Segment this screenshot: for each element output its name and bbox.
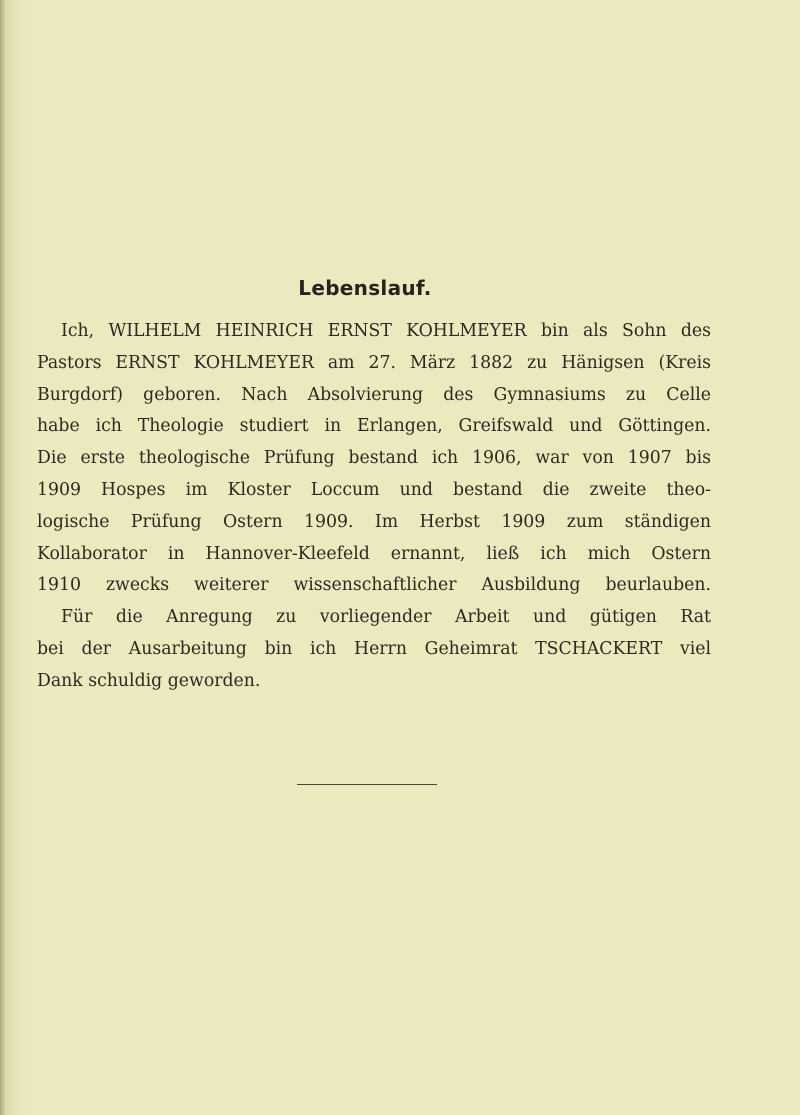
paragraph-acknowledgement: [37, 602, 711, 697]
text-line: Ich, WILHELM HEINRICH ERNST KOHLMEYER bin als Sohn des: [61, 321, 711, 341]
text-line: Kollaborator in Hannover-Kleefeld ernannt, ließ ich mich Ostern: [37, 543, 711, 564]
text-line: Die erste theologische Prüfung bestand ich 1906, war von 1907 bis: [37, 448, 711, 469]
paragraph-curriculum: [37, 316, 711, 602]
text-line: 1909 Hospes im Kloster Loccum und bestand die zweite theo-: [37, 479, 711, 500]
text-line: bei der Ausarbeitung bin ich Herrn Geheimrat TSCHACKERT viel: [37, 638, 711, 659]
text-line: habe ich Theologie studiert in Erlangen, Greifswald und Göttingen.: [37, 416, 711, 437]
text-line: logische Prüfung Ostern 1909. Im Herbst 1909 zum ständigen: [37, 511, 711, 532]
text-line: Dank schuldig geworden.: [37, 670, 261, 691]
text-line: Pastors ERNST KOHLMEYER am 27. März 1882 zu Hänigsen (Kreis: [37, 352, 711, 373]
divider-rule: [297, 784, 437, 785]
body-text: [37, 316, 711, 698]
text-line: 1910 zwecks weiterer wissenschaftlicher Ausbildung beurlauben.: [37, 575, 711, 596]
text-line: Burgdorf) geboren. Nach Absolvierung des Gymnasiums zu Celle: [37, 384, 711, 405]
page-title: Lebenslauf.: [298, 276, 432, 300]
page-edge-shadow: [0, 0, 6, 1115]
text-line: Für die Anregung zu vorliegender Arbeit und gütigen Rat: [61, 607, 711, 628]
